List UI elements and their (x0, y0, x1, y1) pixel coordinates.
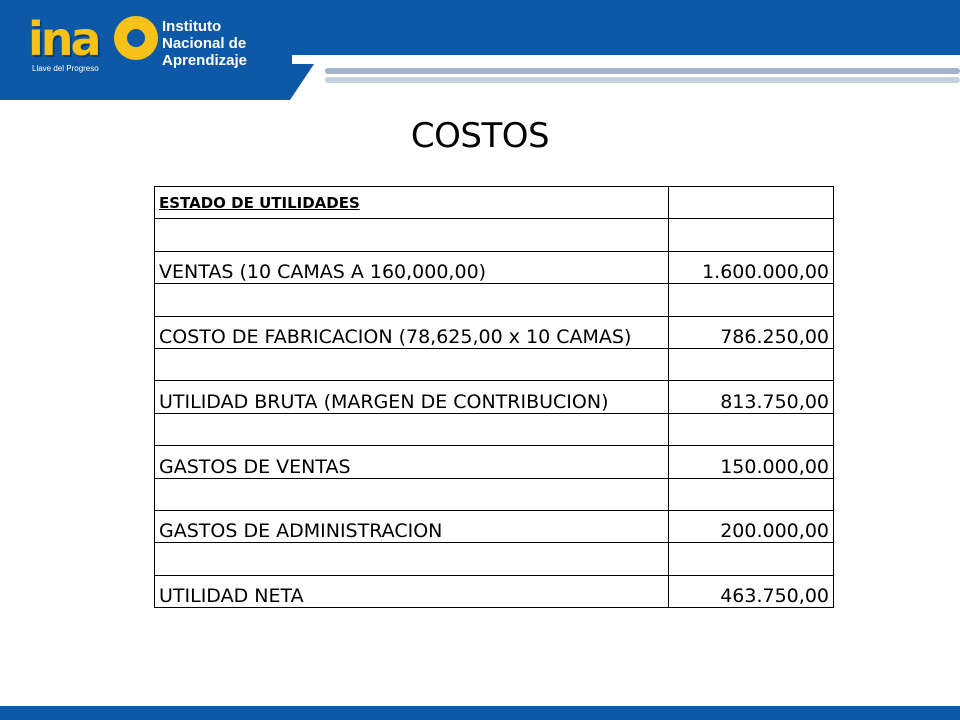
concept-cell: GASTOS DE ADMINISTRACION (155, 510, 669, 542)
concept-cell (155, 219, 669, 251)
logo-disc-icon (114, 16, 158, 60)
table-row (155, 510, 834, 542)
amount-cell: 463.750,00 (669, 575, 834, 607)
logo-wordmark: ina (28, 12, 99, 66)
table-row (155, 316, 834, 348)
table-row (155, 284, 834, 316)
header-rule-bottom (325, 77, 960, 83)
concept-cell (155, 543, 669, 575)
concept-cell (155, 478, 669, 510)
logo-tagline: Llave del Progreso (32, 64, 99, 73)
amount-cell (669, 284, 834, 316)
concept-cell: UTILIDAD NETA (155, 575, 669, 607)
amount-cell: 1.600.000,00 (669, 251, 834, 283)
income-statement-table (154, 186, 834, 608)
header-rule-top (325, 68, 960, 74)
concept-cell: GASTOS DE VENTAS (155, 446, 669, 478)
amount-cell (669, 543, 834, 575)
table-row (155, 446, 834, 478)
amount-cell: 786.250,00 (669, 316, 834, 348)
slide-title: COSTOS (410, 116, 550, 156)
amount-cell: 150.000,00 (669, 446, 834, 478)
table-row (155, 575, 834, 607)
amount-cell (669, 187, 834, 219)
table-row (155, 348, 834, 380)
concept-cell (155, 413, 669, 445)
table-row (155, 219, 834, 251)
concept-cell (155, 284, 669, 316)
amount-cell: 200.000,00 (669, 510, 834, 542)
table-row (155, 251, 834, 283)
statement-heading-row (155, 187, 834, 219)
institution-name (162, 18, 247, 69)
table-row (155, 478, 834, 510)
concept-cell: VENTAS (10 CAMAS A 160,000,00) (155, 251, 669, 283)
table-row (155, 381, 834, 413)
institution-line-1: Instituto (162, 18, 222, 35)
concept-cell (155, 348, 669, 380)
amount-cell (669, 219, 834, 251)
amount-cell (669, 478, 834, 510)
banner-stripe (292, 55, 960, 64)
institution-line-3: Aprendizaje (162, 52, 248, 69)
ina-logo (28, 14, 158, 76)
concept-cell: UTILIDAD BRUTA (MARGEN DE CONTRIBUCION) (155, 381, 669, 413)
concept-cell: ESTADO DE UTILIDADES (155, 187, 669, 219)
concept-cell: COSTO DE FABRICACION (78,625,00 x 10 CAMAS) (155, 316, 669, 348)
footer-bar (0, 706, 960, 720)
amount-cell (669, 413, 834, 445)
table-row (155, 413, 834, 445)
amount-cell: 813.750,00 (669, 381, 834, 413)
institution-line-2: Nacional de (162, 35, 247, 52)
table-row (155, 543, 834, 575)
amount-cell (669, 348, 834, 380)
